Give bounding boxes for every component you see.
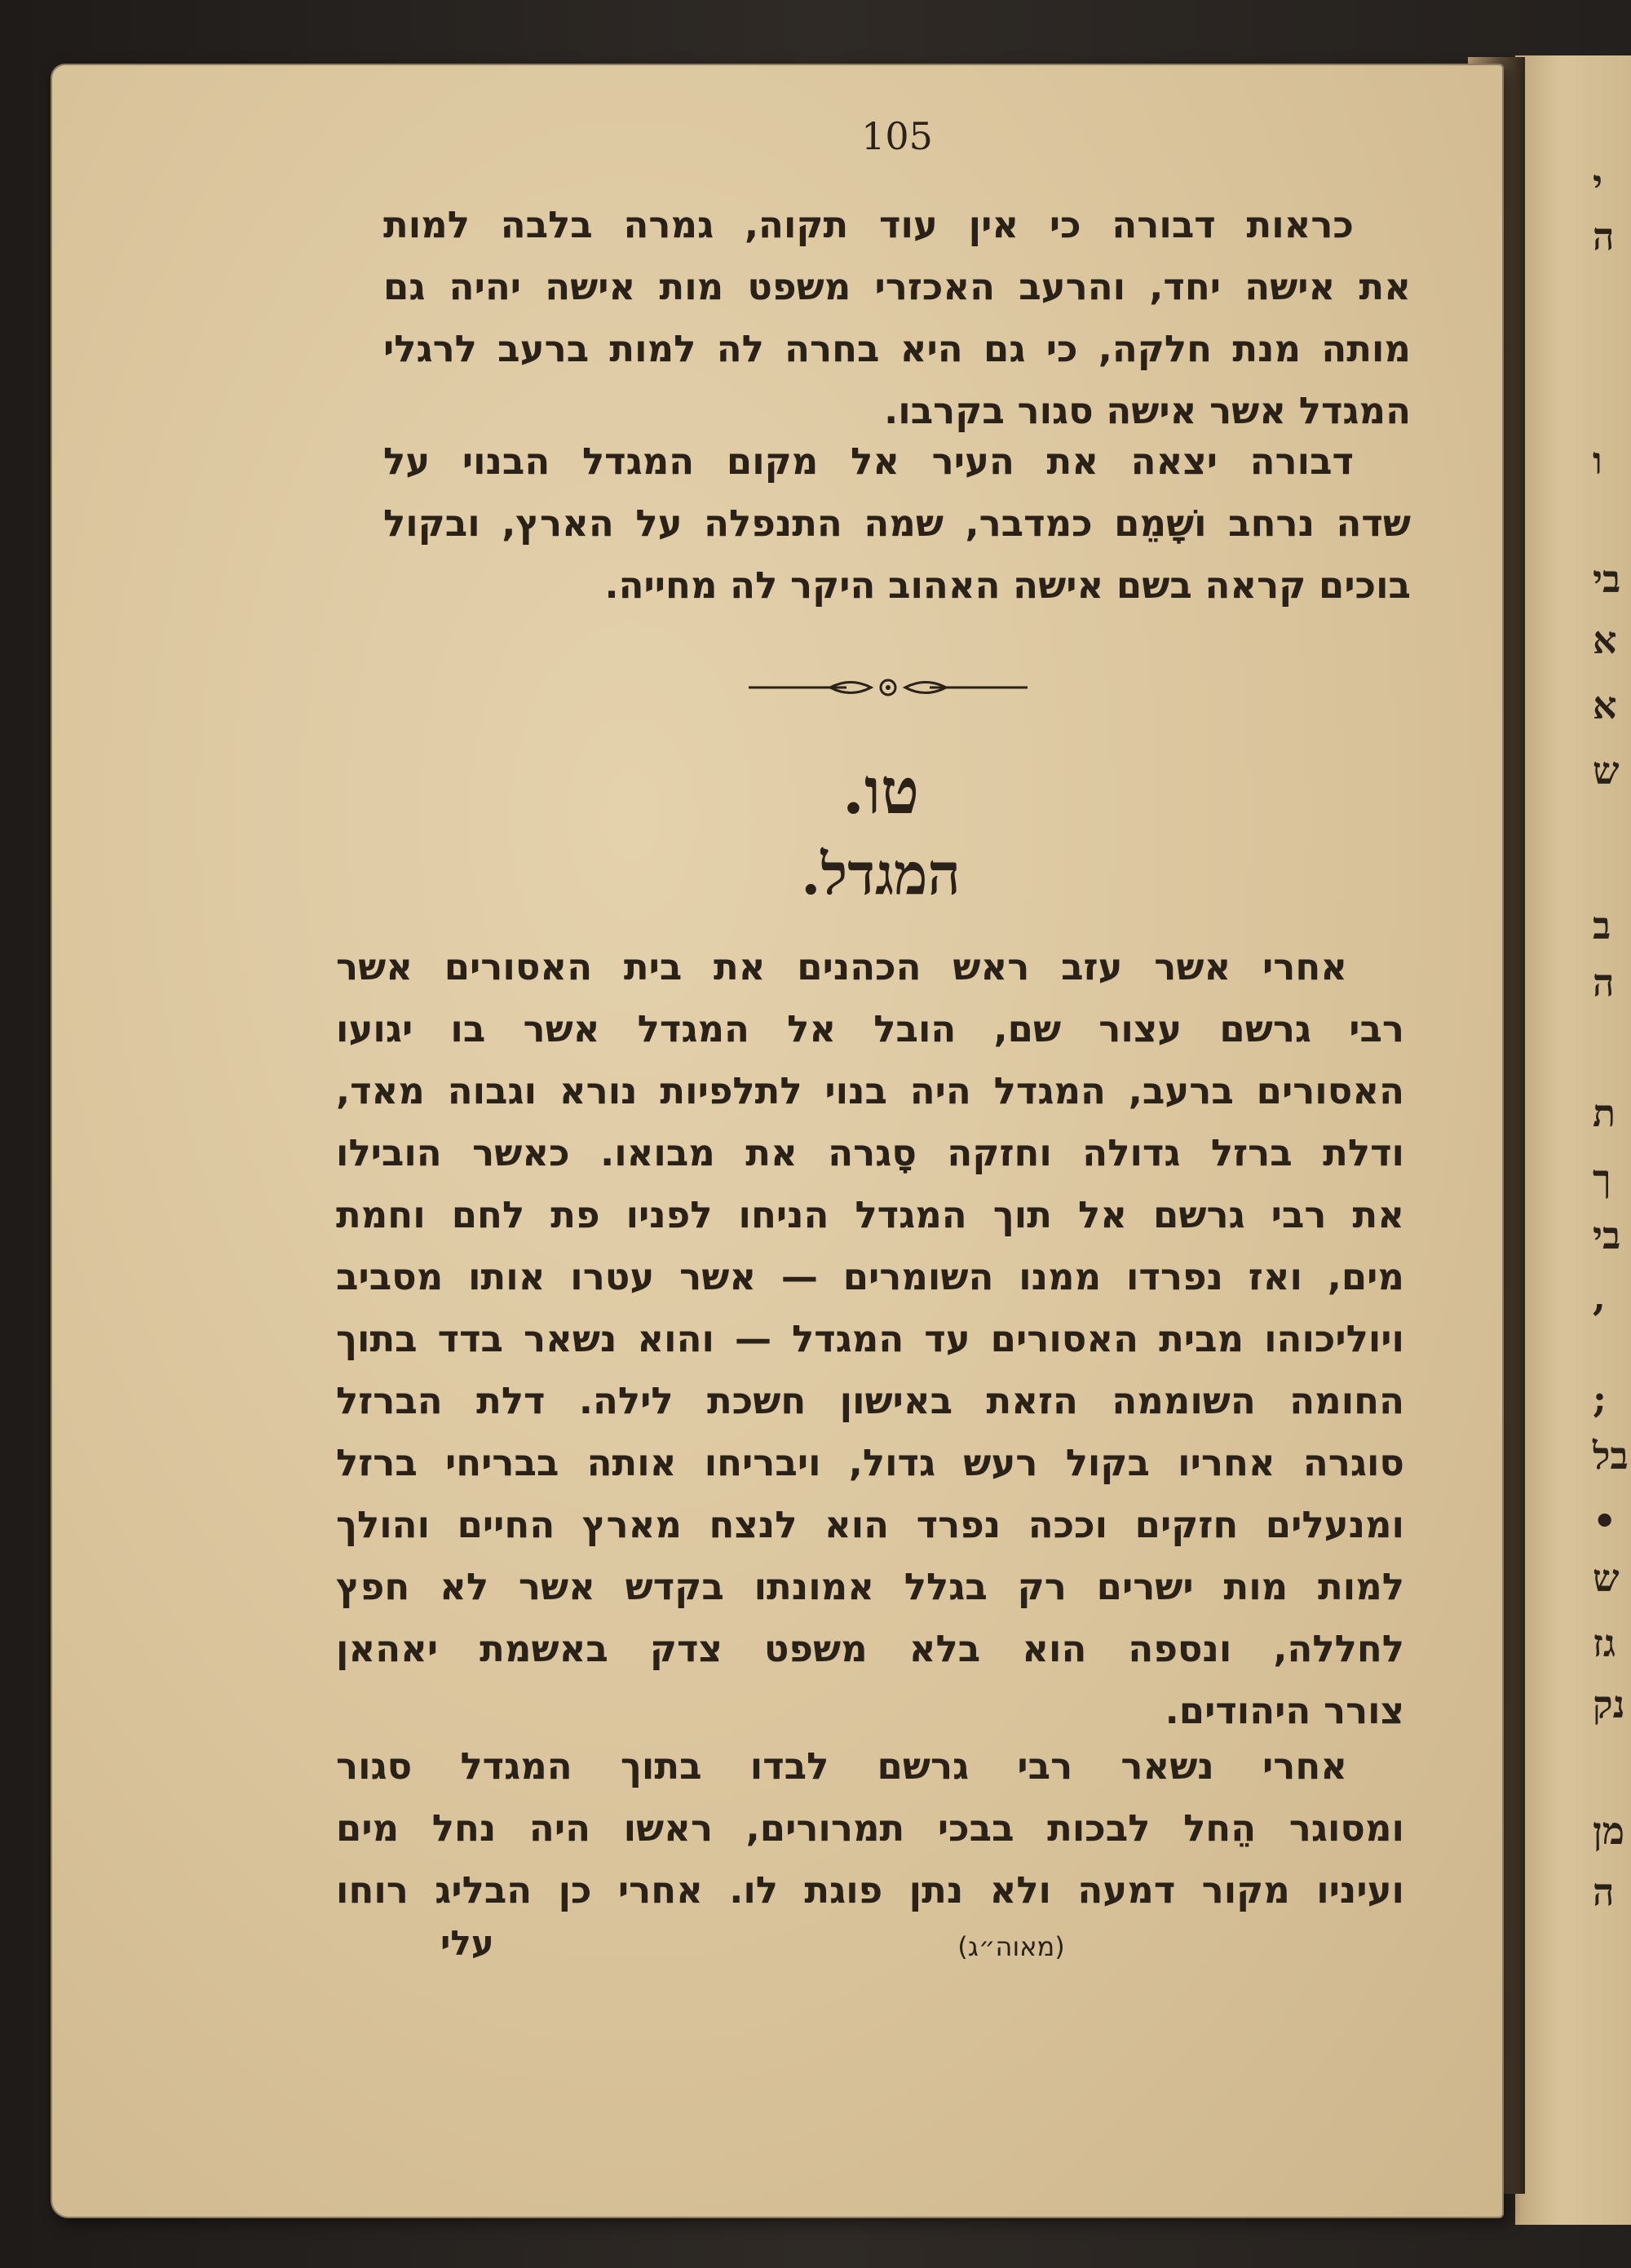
text-line: דבורה יצאה את העיר אל מקום המגדל הבנוי על <box>383 440 1354 483</box>
facing-page-fragment: ב <box>1593 904 1611 948</box>
text-line: בוכים קראה בשם אישה האהוב היקר לה מחייה. <box>604 564 1411 607</box>
facing-page-fragment: ת <box>1593 1091 1616 1135</box>
text-line: המגדל אשר אישה סגור בקרבו. <box>884 389 1411 432</box>
text-line: כראות דבורה כי אין עוד תקוה, גמרה בלבה למות <box>383 203 1354 246</box>
chapter-number: טו. <box>842 754 920 829</box>
text-line: ומסוגר הֵחל לבכות בבכי תמרורים, ראשו היה נחל מים <box>336 1806 1404 1850</box>
facing-page-fragment: ש <box>1593 749 1620 793</box>
text-line: סוגרה אחריו בקול רעש גדול, ויבריחו אותה בבריחי ברזל <box>336 1441 1404 1484</box>
chapter-title: המגדל. <box>801 840 961 908</box>
text-line: ויוליכוהו מבית האסורים עד המגדל — והוא נשאר בדד בתוך <box>336 1317 1404 1360</box>
facing-page-fragment: גז <box>1593 1621 1616 1665</box>
facing-page-fragment: בי <box>1593 1214 1621 1258</box>
text-line: אחרי אשר עזב ראש הכהנים את בית האסורים אשר <box>336 945 1347 988</box>
facing-page-fragment: • <box>1593 1499 1617 1543</box>
page-number: 105 <box>861 114 933 158</box>
facing-page-fragment: ה <box>1593 1870 1615 1914</box>
text-line: ועיניו מקור דמעה ולא נתן פוגת לו. אחרי כן הבליג רוחו <box>336 1868 1404 1912</box>
text-line: את אישה יחד, והרעב האכזרי משפט מות אישה יהיה גם <box>383 265 1411 308</box>
text-line: את רבי גרשם אל תוך המגדל הניחו לפניו פת לחם וחמת <box>336 1193 1404 1236</box>
facing-page-edge <box>1515 55 1631 2225</box>
facing-page-fragment: ש <box>1593 1556 1620 1600</box>
facing-page-fragment: מן <box>1593 1809 1624 1853</box>
ornamental-divider <box>749 674 1028 701</box>
paragraph-3 <box>336 936 1404 1742</box>
facing-page-fragment: ך <box>1593 1156 1611 1200</box>
facing-page-fragment: ו <box>1593 439 1602 483</box>
facing-page-fragment: ה <box>1593 214 1615 259</box>
catchword: עלי <box>440 1923 494 1963</box>
text-line: ומנעלים חזקים וככה נפרד הוא לנצח מארץ החיים והולך <box>336 1503 1404 1546</box>
facing-page-fragment: א <box>1593 618 1617 662</box>
text-line: צורר היהודים. <box>1165 1689 1404 1732</box>
text-line: לחללה, ונספה הוא בלא משפט צדק באשמת יאהאן <box>336 1627 1404 1670</box>
text-line: מים, ואז נפרדו ממנו השומרים — אשר עטרו אותו מסביב <box>336 1255 1404 1298</box>
text-line: אחרי נשאר רבי גרשם לבדו בתוך המגדל סגור <box>336 1744 1347 1788</box>
facing-page-fragment: י <box>1593 161 1603 206</box>
facing-page-fragment: ה <box>1593 961 1615 1005</box>
text-line: החומה השוממה הזאת באישון חשכת לילה. דלת הברזל <box>336 1379 1404 1422</box>
facing-page-fragment: , <box>1593 1275 1607 1319</box>
paragraph-2 <box>383 431 1411 617</box>
facing-page-fragment: א <box>1593 683 1617 727</box>
signature-mark: (מאוה״ג) <box>957 1931 1065 1962</box>
text-line: מותה מנת חלקה, כי גם היא בחרה לה למות ברעב לרגלי <box>383 327 1411 370</box>
facing-page-fragment: בל <box>1593 1434 1629 1478</box>
text-line: רבי גרשם עצור שם, הובל אל המגדל אשר בו יגועו <box>336 1007 1404 1050</box>
text-line: ודלת ברזל גדולה וחזקה סָגרה את מבואו. כאשר הובילו <box>336 1131 1404 1174</box>
paragraph-1 <box>383 194 1411 442</box>
paragraph-4 <box>336 1735 1404 1921</box>
text-line: שדה נרחב ושָׁמֵם כמדבר, שמה התנפלה על הארץ, ובקול <box>383 502 1411 545</box>
facing-page-fragment: בי <box>1593 557 1621 601</box>
text-line: למות מות ישרים רק בגלל אמונתו בקדש אשר לא חפץ <box>336 1565 1404 1608</box>
facing-page-fragment: ; <box>1593 1377 1607 1421</box>
facing-page-fragment: נק <box>1593 1682 1625 1726</box>
text-line: האסורים ברעב, המגדל היה בנוי לתלפיות נורא וגבוה מאד, <box>336 1069 1404 1112</box>
